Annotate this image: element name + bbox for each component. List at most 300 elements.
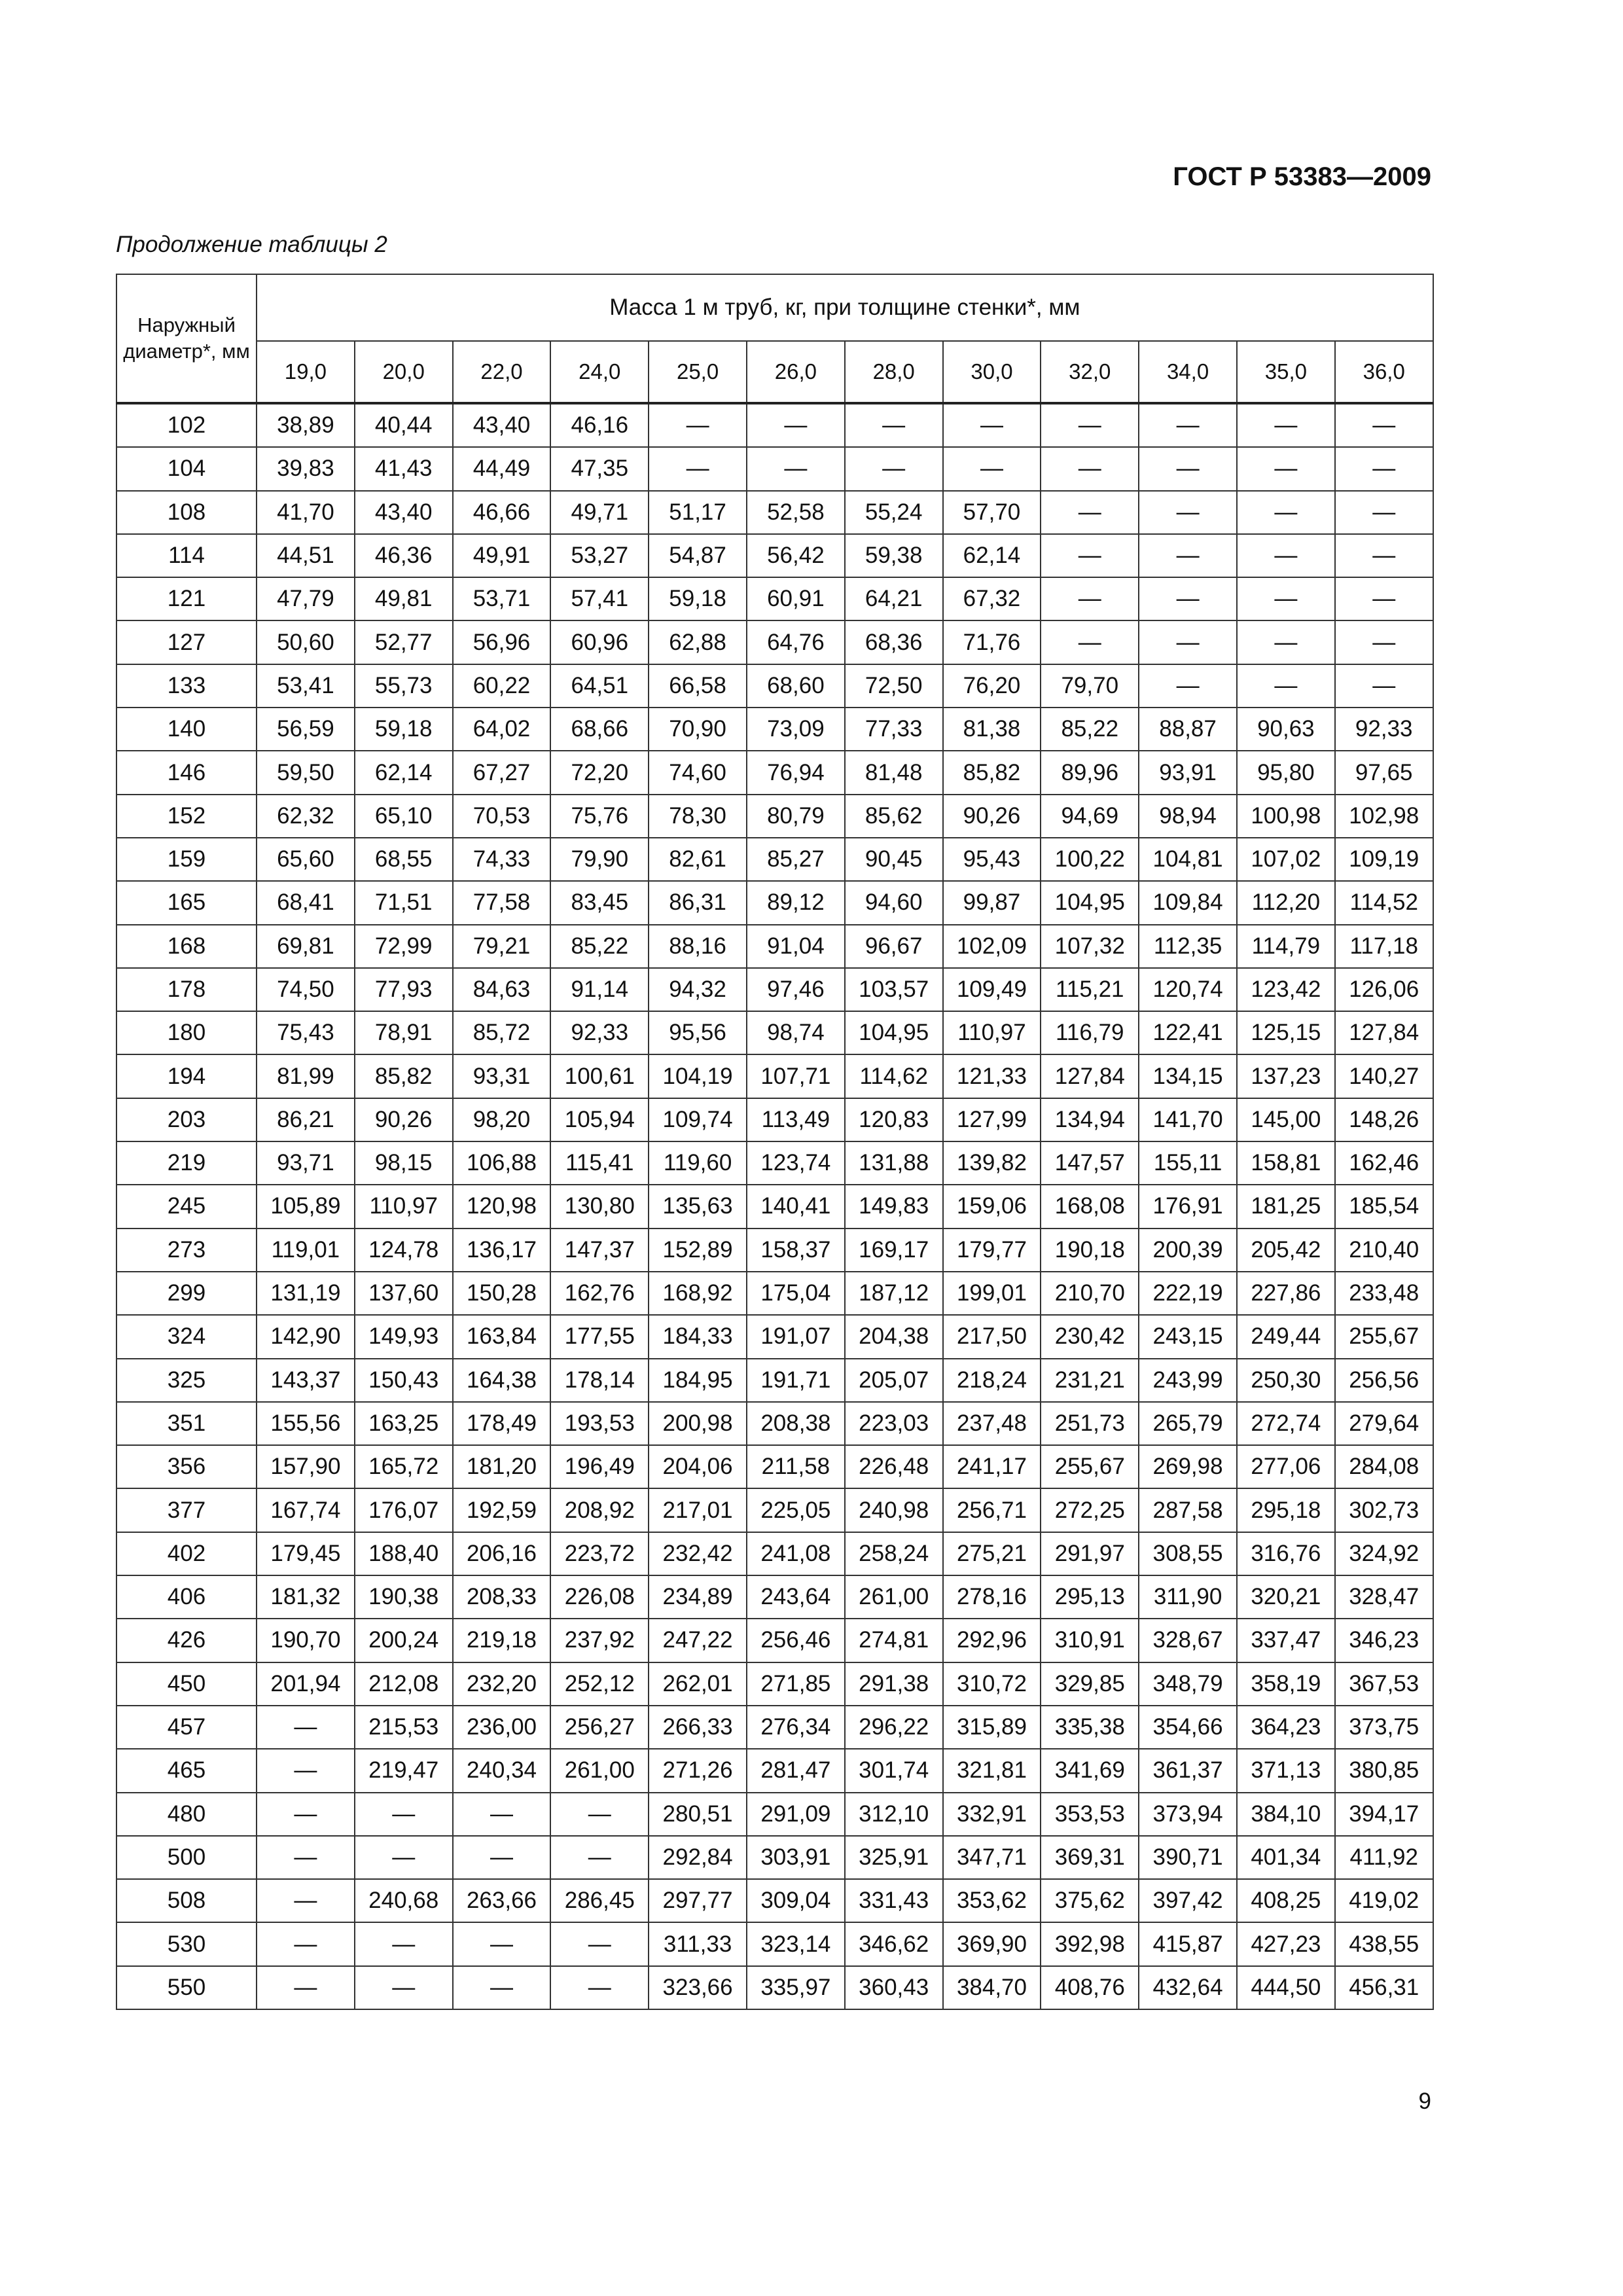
- mass-cell: 262,01: [649, 1662, 747, 1706]
- table-body: [116, 403, 1433, 2009]
- mass-cell: 104,81: [1139, 838, 1237, 881]
- mass-cell: 217,01: [649, 1488, 747, 1532]
- mass-cell: 187,12: [845, 1272, 943, 1315]
- mass-cell: 237,92: [550, 1619, 649, 1662]
- mass-cell: 149,83: [845, 1185, 943, 1228]
- mass-cell: 50,60: [257, 620, 355, 664]
- page-number: 9: [1418, 2089, 1431, 2114]
- mass-cell: 85,22: [550, 925, 649, 968]
- mass-cell: 137,23: [1237, 1054, 1335, 1098]
- table-row: [116, 751, 1433, 794]
- mass-cell: 205,07: [845, 1359, 943, 1402]
- table-row: [116, 1532, 1433, 1575]
- mass-cell: 114,62: [845, 1054, 943, 1098]
- mass-cell: 43,40: [453, 403, 551, 447]
- mass-cell: 46,66: [453, 491, 551, 534]
- mass-cell: 145,00: [1237, 1098, 1335, 1141]
- mass-cell: 335,97: [747, 1966, 845, 2009]
- mass-cell: 39,83: [257, 447, 355, 490]
- mass-cell: 354,66: [1139, 1706, 1237, 1749]
- mass-cell: 302,73: [1335, 1488, 1433, 1532]
- mass-cell: 158,81: [1237, 1141, 1335, 1185]
- mass-cell: 324,92: [1335, 1532, 1433, 1575]
- mass-cell: 41,43: [355, 447, 453, 490]
- mass-cell: —: [1139, 491, 1237, 534]
- mass-cell: 43,40: [355, 491, 453, 534]
- mass-cell: 78,30: [649, 795, 747, 838]
- mass-cell: —: [1335, 664, 1433, 708]
- mass-cell: 184,95: [649, 1359, 747, 1402]
- mass-cell: 85,22: [1041, 708, 1139, 751]
- mass-cell: 411,92: [1335, 1836, 1433, 1879]
- mass-cell: 140,41: [747, 1185, 845, 1228]
- mass-cell: 126,06: [1335, 968, 1433, 1011]
- table-row: [116, 1402, 1433, 1445]
- table-row: [116, 1836, 1433, 1879]
- mass-cell: 57,70: [943, 491, 1041, 534]
- mass-cell: 49,71: [550, 491, 649, 534]
- mass-cell: —: [1041, 491, 1139, 534]
- mass-cell: 234,89: [649, 1575, 747, 1619]
- diameter-cell: 450: [116, 1662, 257, 1706]
- mass-cell: 155,56: [257, 1402, 355, 1445]
- mass-cell: 92,33: [1335, 708, 1433, 751]
- diameter-cell: 194: [116, 1054, 257, 1098]
- table-row: [116, 1922, 1433, 1965]
- mass-cell: 47,79: [257, 577, 355, 620]
- mass-cell: —: [453, 1922, 551, 1965]
- mass-cell: 208,92: [550, 1488, 649, 1532]
- mass-cell: 157,90: [257, 1445, 355, 1488]
- mass-cell: 347,71: [943, 1836, 1041, 1879]
- mass-cell: —: [355, 1793, 453, 1836]
- mass-cell: 99,87: [943, 881, 1041, 924]
- mass-cell: 231,21: [1041, 1359, 1139, 1402]
- mass-cell: —: [1237, 403, 1335, 447]
- mass-cell: 117,18: [1335, 925, 1433, 968]
- mass-cell: 56,42: [747, 534, 845, 577]
- mass-cell: 147,57: [1041, 1141, 1139, 1185]
- mass-cell: 232,20: [453, 1662, 551, 1706]
- mass-cell: 97,46: [747, 968, 845, 1011]
- mass-cell: 56,59: [257, 708, 355, 751]
- diameter-cell: 140: [116, 708, 257, 751]
- mass-cell: 88,87: [1139, 708, 1237, 751]
- mass-cell: 65,60: [257, 838, 355, 881]
- mass-cell: 232,42: [649, 1532, 747, 1575]
- mass-cell: 82,61: [649, 838, 747, 881]
- mass-cell: 83,45: [550, 881, 649, 924]
- mass-cell: 51,17: [649, 491, 747, 534]
- thickness-header: 20,0: [355, 341, 453, 403]
- mass-cell: —: [257, 1879, 355, 1922]
- mass-cell: 292,96: [943, 1619, 1041, 1662]
- diameter-cell: 508: [116, 1879, 257, 1922]
- mass-cell: 227,86: [1237, 1272, 1335, 1315]
- table-row: [116, 1098, 1433, 1141]
- mass-cell: 332,91: [943, 1793, 1041, 1836]
- mass-cell: 105,94: [550, 1098, 649, 1141]
- mass-cell: —: [453, 1793, 551, 1836]
- mass-cell: 353,53: [1041, 1793, 1139, 1836]
- mass-cell: 130,80: [550, 1185, 649, 1228]
- table-row: [116, 968, 1433, 1011]
- table-row: [116, 708, 1433, 751]
- mass-cell: 346,62: [845, 1922, 943, 1965]
- mass-cell: —: [1139, 664, 1237, 708]
- mass-cell: —: [257, 1706, 355, 1749]
- mass-cell: 200,98: [649, 1402, 747, 1445]
- mass-cell: 181,20: [453, 1445, 551, 1488]
- mass-cell: 256,27: [550, 1706, 649, 1749]
- mass-cell: 269,98: [1139, 1445, 1237, 1488]
- mass-cell: —: [1139, 534, 1237, 577]
- mass-cell: 284,08: [1335, 1445, 1433, 1488]
- mass-cell: 62,88: [649, 620, 747, 664]
- table-row: [116, 1315, 1433, 1358]
- mass-cell: 68,55: [355, 838, 453, 881]
- mass-cell: 112,35: [1139, 925, 1237, 968]
- mass-cell: 89,12: [747, 881, 845, 924]
- mass-cell: 68,66: [550, 708, 649, 751]
- mass-cell: 255,67: [1335, 1315, 1433, 1358]
- mass-cell: 77,58: [453, 881, 551, 924]
- diameter-cell: 146: [116, 751, 257, 794]
- diameter-cell: 104: [116, 447, 257, 490]
- mass-cell: 219,18: [453, 1619, 551, 1662]
- mass-cell: 295,18: [1237, 1488, 1335, 1532]
- mass-cell: 373,94: [1139, 1793, 1237, 1836]
- mass-cell: 106,88: [453, 1141, 551, 1185]
- mass-cell: 415,87: [1139, 1922, 1237, 1965]
- mass-cell: 271,26: [649, 1749, 747, 1792]
- diameter-cell: 299: [116, 1272, 257, 1315]
- table-row: [116, 1359, 1433, 1402]
- mass-cell: 296,22: [845, 1706, 943, 1749]
- mass-cell: —: [355, 1922, 453, 1965]
- mass-cell: 135,63: [649, 1185, 747, 1228]
- mass-cell: 100,98: [1237, 795, 1335, 838]
- mass-cell: 114,52: [1335, 881, 1433, 924]
- mass-cell: 85,62: [845, 795, 943, 838]
- table-row: [116, 925, 1433, 968]
- diameter-cell: 550: [116, 1966, 257, 2009]
- mass-cell: —: [1237, 447, 1335, 490]
- diameter-cell: 180: [116, 1011, 257, 1054]
- mass-cell: 46,36: [355, 534, 453, 577]
- table-row: [116, 1011, 1433, 1054]
- mass-cell: 243,64: [747, 1575, 845, 1619]
- mass-cell: —: [1237, 534, 1335, 577]
- mass-cell: 256,71: [943, 1488, 1041, 1532]
- mass-cell: 107,02: [1237, 838, 1335, 881]
- mass-cell: 81,38: [943, 708, 1041, 751]
- mass-cell: 81,48: [845, 751, 943, 794]
- mass-cell: 223,72: [550, 1532, 649, 1575]
- table-row: [116, 1966, 1433, 2009]
- mass-cell: 125,15: [1237, 1011, 1335, 1054]
- mass-cell: 65,10: [355, 795, 453, 838]
- mass-cell: 72,20: [550, 751, 649, 794]
- mass-cell: 90,26: [943, 795, 1041, 838]
- mass-cell: 444,50: [1237, 1966, 1335, 2009]
- mass-cell: 70,90: [649, 708, 747, 751]
- document-code: ГОСТ Р 53383—2009: [1173, 162, 1431, 191]
- mass-cell: 86,31: [649, 881, 747, 924]
- mass-cell: 287,58: [1139, 1488, 1237, 1532]
- mass-cell: —: [550, 1966, 649, 2009]
- mass-cell: 123,42: [1237, 968, 1335, 1011]
- diameter-cell: 178: [116, 968, 257, 1011]
- mass-cell: 100,61: [550, 1054, 649, 1098]
- table-row: [116, 881, 1433, 924]
- mass-cell: 251,73: [1041, 1402, 1139, 1445]
- mass-cell: 49,91: [453, 534, 551, 577]
- mass-cell: 163,84: [453, 1315, 551, 1358]
- mass-cell: 335,38: [1041, 1706, 1139, 1749]
- mass-cell: 233,48: [1335, 1272, 1433, 1315]
- table-row: [116, 1749, 1433, 1792]
- diameter-cell: 203: [116, 1098, 257, 1141]
- mass-cell: 323,66: [649, 1966, 747, 2009]
- mass-cell: 56,96: [453, 620, 551, 664]
- mass-cell: 226,48: [845, 1445, 943, 1488]
- mass-cell: 178,14: [550, 1359, 649, 1402]
- mass-cell: 94,69: [1041, 795, 1139, 838]
- table-row: [116, 491, 1433, 534]
- table-row: [116, 838, 1433, 881]
- mass-cell: 124,78: [355, 1229, 453, 1272]
- mass-cell: 258,24: [845, 1532, 943, 1575]
- mass-cell: 191,71: [747, 1359, 845, 1402]
- table-row: [116, 1706, 1433, 1749]
- mass-cell: 54,87: [649, 534, 747, 577]
- mass-cell: 57,41: [550, 577, 649, 620]
- mass-cell: 291,97: [1041, 1532, 1139, 1575]
- table-row: [116, 1619, 1433, 1662]
- mass-cell: 210,40: [1335, 1229, 1433, 1272]
- mass-cell: 71,76: [943, 620, 1041, 664]
- diameter-cell: 351: [116, 1402, 257, 1445]
- mass-cell: 311,33: [649, 1922, 747, 1965]
- mass-cell: —: [550, 1836, 649, 1879]
- mass-cell: 432,64: [1139, 1966, 1237, 2009]
- mass-cell: —: [1335, 491, 1433, 534]
- mass-cell: 192,59: [453, 1488, 551, 1532]
- mass-cell: 137,60: [355, 1272, 453, 1315]
- mass-cell: 53,41: [257, 664, 355, 708]
- mass-cell: 81,99: [257, 1054, 355, 1098]
- table-row: [116, 1185, 1433, 1228]
- mass-cell: 346,23: [1335, 1619, 1433, 1662]
- mass-cell: 252,12: [550, 1662, 649, 1706]
- mass-cell: 120,74: [1139, 968, 1237, 1011]
- mass-cell: 95,43: [943, 838, 1041, 881]
- mass-cell: 397,42: [1139, 1879, 1237, 1922]
- mass-cell: 104,95: [1041, 881, 1139, 924]
- mass-cell: 93,31: [453, 1054, 551, 1098]
- mass-cell: 44,51: [257, 534, 355, 577]
- mass-cell: 109,19: [1335, 838, 1433, 881]
- mass-cell: 59,38: [845, 534, 943, 577]
- diameter-cell: 273: [116, 1229, 257, 1272]
- mass-cell: —: [1335, 577, 1433, 620]
- thickness-header: 25,0: [649, 341, 747, 403]
- mass-cell: 272,25: [1041, 1488, 1139, 1532]
- diameter-cell: 457: [116, 1706, 257, 1749]
- thickness-header: 19,0: [257, 341, 355, 403]
- mass-cell: —: [747, 403, 845, 447]
- mass-cell: 109,74: [649, 1098, 747, 1141]
- mass-cell: 247,22: [649, 1619, 747, 1662]
- mass-cell: 392,98: [1041, 1922, 1139, 1965]
- mass-cell: 394,17: [1335, 1793, 1433, 1836]
- mass-cell: 68,41: [257, 881, 355, 924]
- mass-cell: 427,23: [1237, 1922, 1335, 1965]
- mass-cell: 176,91: [1139, 1185, 1237, 1228]
- mass-cell: 59,18: [355, 708, 453, 751]
- mass-cell: 380,85: [1335, 1749, 1433, 1792]
- mass-cell: 223,03: [845, 1402, 943, 1445]
- mass-cell: 222,19: [1139, 1272, 1237, 1315]
- mass-cell: 190,70: [257, 1619, 355, 1662]
- mass-cell: 265,79: [1139, 1402, 1237, 1445]
- mass-cell: 408,25: [1237, 1879, 1335, 1922]
- thickness-header: 28,0: [845, 341, 943, 403]
- mass-cell: 205,42: [1237, 1229, 1335, 1272]
- mass-cell: 237,48: [943, 1402, 1041, 1445]
- diameter-cell: 377: [116, 1488, 257, 1532]
- mass-cell: 47,35: [550, 447, 649, 490]
- mass-cell: 301,74: [845, 1749, 943, 1792]
- mass-cell: 148,26: [1335, 1098, 1433, 1141]
- mass-cell: 69,81: [257, 925, 355, 968]
- mass-cell: 230,42: [1041, 1315, 1139, 1358]
- diameter-cell: 102: [116, 403, 257, 447]
- mass-cell: 62,14: [355, 751, 453, 794]
- mass-cell: 98,20: [453, 1098, 551, 1141]
- mass-cell: 310,91: [1041, 1619, 1139, 1662]
- mass-cell: 255,67: [1041, 1445, 1139, 1488]
- mass-cell: 72,50: [845, 664, 943, 708]
- mass-cell: 85,82: [355, 1054, 453, 1098]
- diameter-cell: 402: [116, 1532, 257, 1575]
- mass-cell: 331,43: [845, 1879, 943, 1922]
- mass-cell: 204,38: [845, 1315, 943, 1358]
- mass-cell: 136,17: [453, 1229, 551, 1272]
- mass-cell: 98,15: [355, 1141, 453, 1185]
- mass-cell: 226,08: [550, 1575, 649, 1619]
- mass-cell: 85,82: [943, 751, 1041, 794]
- mass-cell: 178,49: [453, 1402, 551, 1445]
- mass-cell: 263,66: [453, 1879, 551, 1922]
- mass-cell: 100,22: [1041, 838, 1139, 881]
- mass-cell: 280,51: [649, 1793, 747, 1836]
- diameter-cell: 356: [116, 1445, 257, 1488]
- mass-cell: 240,98: [845, 1488, 943, 1532]
- mass-cell: 67,27: [453, 751, 551, 794]
- mass-cell: 70,53: [453, 795, 551, 838]
- mass-cell: 286,45: [550, 1879, 649, 1922]
- mass-cell: —: [550, 1793, 649, 1836]
- mass-cell: 236,00: [453, 1706, 551, 1749]
- mass-cell: 134,15: [1139, 1054, 1237, 1098]
- mass-cell: 208,33: [453, 1575, 551, 1619]
- mass-cell: 155,11: [1139, 1141, 1237, 1185]
- mass-cell: 112,20: [1237, 881, 1335, 924]
- mass-cell: —: [1041, 403, 1139, 447]
- diameter-cell: 114: [116, 534, 257, 577]
- diameter-cell: 168: [116, 925, 257, 968]
- thickness-header: 26,0: [747, 341, 845, 403]
- mass-cell: 94,60: [845, 881, 943, 924]
- mass-cell: 164,38: [453, 1359, 551, 1402]
- mass-cell: 210,70: [1041, 1272, 1139, 1315]
- diameter-cell: 133: [116, 664, 257, 708]
- mass-cell: —: [747, 447, 845, 490]
- mass-cell: 147,37: [550, 1229, 649, 1272]
- diameter-header: Наружный диаметр*, мм: [116, 274, 257, 403]
- mass-cell: 77,93: [355, 968, 453, 1011]
- mass-cell: 68,36: [845, 620, 943, 664]
- mass-cell: 55,73: [355, 664, 453, 708]
- mass-cell: —: [1139, 447, 1237, 490]
- mass-cell: 119,01: [257, 1229, 355, 1272]
- mass-cell: —: [1237, 491, 1335, 534]
- mass-cell: 241,17: [943, 1445, 1041, 1488]
- mass-cell: 93,91: [1139, 751, 1237, 794]
- mass-cell: 107,32: [1041, 925, 1139, 968]
- mass-cell: 150,28: [453, 1272, 551, 1315]
- mass-cell: 295,13: [1041, 1575, 1139, 1619]
- mass-cell: 401,34: [1237, 1836, 1335, 1879]
- mass-cell: 179,77: [943, 1229, 1041, 1272]
- mass-cell: 165,72: [355, 1445, 453, 1488]
- mass-cell: —: [1139, 620, 1237, 664]
- mass-cell: —: [257, 1793, 355, 1836]
- mass-cell: 119,60: [649, 1141, 747, 1185]
- mass-cell: 96,67: [845, 925, 943, 968]
- mass-cell: 275,21: [943, 1532, 1041, 1575]
- mass-cell: 456,31: [1335, 1966, 1433, 2009]
- table-row: [116, 1054, 1433, 1098]
- mass-cell: 303,91: [747, 1836, 845, 1879]
- mass-cell: —: [1139, 403, 1237, 447]
- mass-cell: 59,18: [649, 577, 747, 620]
- mass-cell: 41,70: [257, 491, 355, 534]
- mass-cell: 120,98: [453, 1185, 551, 1228]
- mass-cell: —: [1335, 403, 1433, 447]
- mass-cell: 64,51: [550, 664, 649, 708]
- mass-cell: 79,90: [550, 838, 649, 881]
- table-row: [116, 1662, 1433, 1706]
- mass-cell: 98,94: [1139, 795, 1237, 838]
- mass-cell: 72,99: [355, 925, 453, 968]
- mass-cell: 218,24: [943, 1359, 1041, 1402]
- diameter-cell: 465: [116, 1749, 257, 1792]
- diameter-cell: 108: [116, 491, 257, 534]
- mass-cell: 71,51: [355, 881, 453, 924]
- mass-cell: 84,63: [453, 968, 551, 1011]
- mass-cell: 211,58: [747, 1445, 845, 1488]
- mass-cell: 277,06: [1237, 1445, 1335, 1488]
- mass-cell: 292,84: [649, 1836, 747, 1879]
- table-row: [116, 1445, 1433, 1488]
- mass-cell: 369,31: [1041, 1836, 1139, 1879]
- mass-cell: 123,74: [747, 1141, 845, 1185]
- mass-cell: 278,16: [943, 1575, 1041, 1619]
- mass-cell: 348,79: [1139, 1662, 1237, 1706]
